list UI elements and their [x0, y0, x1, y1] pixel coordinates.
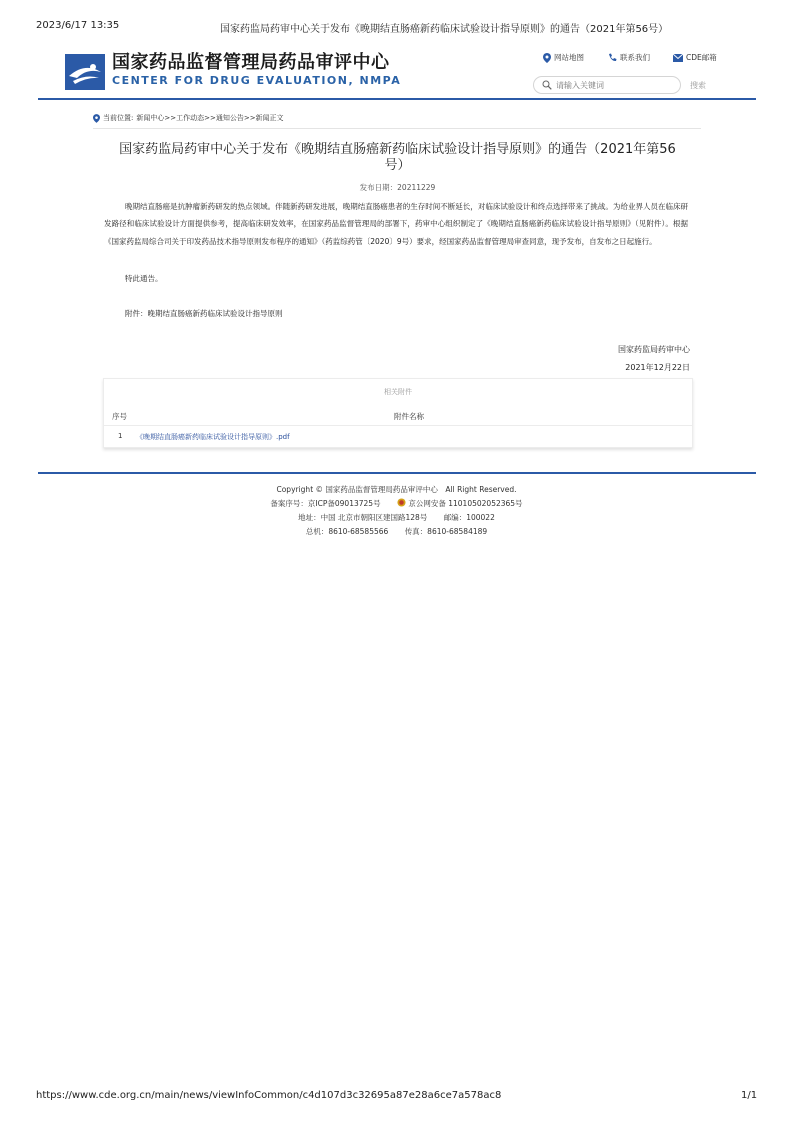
- attachment-link[interactable]: 《晚期结直肠癌新药临床试验设计指导原则》.pdf: [136, 433, 290, 441]
- search-button[interactable]: 搜索: [690, 81, 706, 90]
- location-pin-icon: [93, 114, 100, 123]
- article-attachment-note: 附件：晚期结直肠癌新药临床试验设计指导原则: [125, 309, 283, 318]
- site-name-en: CENTER FOR DRUG EVALUATION, NMPA: [112, 74, 402, 87]
- footer-police[interactable]: 京公网安备 11010502052365号: [408, 499, 523, 508]
- breadcrumb-prefix: 当前位置:: [103, 114, 134, 122]
- breadcrumb-news-center[interactable]: 新闻中心: [136, 114, 165, 122]
- print-datetime: 2023/6/17 13:35: [36, 20, 120, 31]
- mail-icon: [673, 54, 683, 62]
- footer-postcode: 邮编：100022: [443, 513, 495, 522]
- footer-address: 地址：中国 北京市朝阳区建国路128号: [298, 513, 428, 522]
- footer-copyright: Copyright © 国家药品监督管理局药品审评中心 All Right Reserved.: [276, 485, 517, 494]
- signature-org: 国家药监局药审中心: [618, 345, 690, 354]
- attachments-col-no: 序号: [112, 412, 127, 421]
- toplink-sitemap[interactable]: [543, 52, 584, 63]
- print-page-number: 1/1: [741, 1090, 758, 1101]
- footer-address-line: [200, 512, 593, 523]
- toplink-sitemap-label: 网站地图: [554, 53, 584, 62]
- breadcrumb-work-news[interactable]: >>工作动态: [164, 114, 205, 122]
- print-page-title: 国家药监局药审中心关于发布《晚期结直肠癌新药临床试验设计指导原则》的通告（2021年第56号）: [220, 24, 669, 35]
- footer-phone-line: [200, 526, 593, 537]
- footer-phone: 总机：8610-68585566: [305, 527, 389, 536]
- footer-registration: [200, 498, 593, 509]
- header-divider: [38, 98, 756, 100]
- breadcrumb-current: >>新闻正文: [243, 114, 284, 122]
- signature-date: 2021年12月22日: [625, 363, 690, 372]
- search-box: [533, 76, 681, 94]
- attachments-divider: [104, 425, 692, 426]
- print-url: https://www.cde.org.cn/main/news/viewInfoCommon/c4d107d3c32695a87e28a6ce7a578ac8: [36, 1090, 502, 1101]
- publish-date: 发布日期：20211229: [359, 183, 436, 192]
- attachments-caption: 相关附件: [384, 388, 412, 396]
- police-badge-icon: [397, 498, 406, 507]
- toplink-contact-label: 联系我们: [620, 53, 650, 62]
- article-closing: 特此通告。: [125, 274, 163, 283]
- breadcrumb-divider: [93, 128, 701, 129]
- search-icon: [542, 80, 552, 90]
- breadcrumb-notices[interactable]: >>通知公告: [204, 114, 244, 122]
- site-name-cn: 国家药品监督管理局药品审评中心: [112, 52, 390, 73]
- footer-fax: 传真：8610-68584189: [404, 527, 488, 536]
- footer-icp[interactable]: 备案序号：京ICP备09013725号: [270, 499, 381, 508]
- phone-icon: [608, 53, 617, 62]
- article-paragraph: 晚期结直肠癌是抗肿瘤新药研发的热点领域。伴随新药研发进展，晚期结直肠癌患者的生存时间不断延长，对临床试验设计和终点选择带来了挑战。为给业界人员在临床研发路径和临床试验设计方面提供参考，提高临床研发效率，在国家药品监督管理局的部署下，药审中心组织制定了《晚期结直肠癌新药临床试验设计指导原则》（见附件）。根据《国家药监局综合司关于印发药品技术指导原则发布程序的通知》（药监综药管〔2020〕9号）要求，经国家药品监督管理局审查同意，现予发布，自发布之日起施行。: [104, 202, 688, 246]
- breadcrumb: [93, 113, 284, 123]
- attachments-panel: [103, 378, 693, 448]
- article-title-line1: 国家药监局药审中心关于发布《晚期结直肠癌新药临床试验设计指导原则》的通告（2021年第56: [119, 142, 676, 157]
- location-pin-icon: [543, 53, 551, 63]
- cde-logo[interactable]: [65, 54, 105, 90]
- toplink-mail-label: CDE邮箱: [686, 53, 717, 62]
- attachment-index: 1: [118, 432, 123, 440]
- article-title: [100, 142, 695, 174]
- attachments-col-name: 附件名称: [394, 412, 424, 421]
- search-input[interactable]: [552, 81, 676, 90]
- toplink-contact[interactable]: [608, 52, 650, 63]
- footer-divider: [38, 472, 756, 474]
- article-title-line2: 号）: [384, 158, 411, 173]
- toplink-mail[interactable]: [673, 52, 717, 63]
